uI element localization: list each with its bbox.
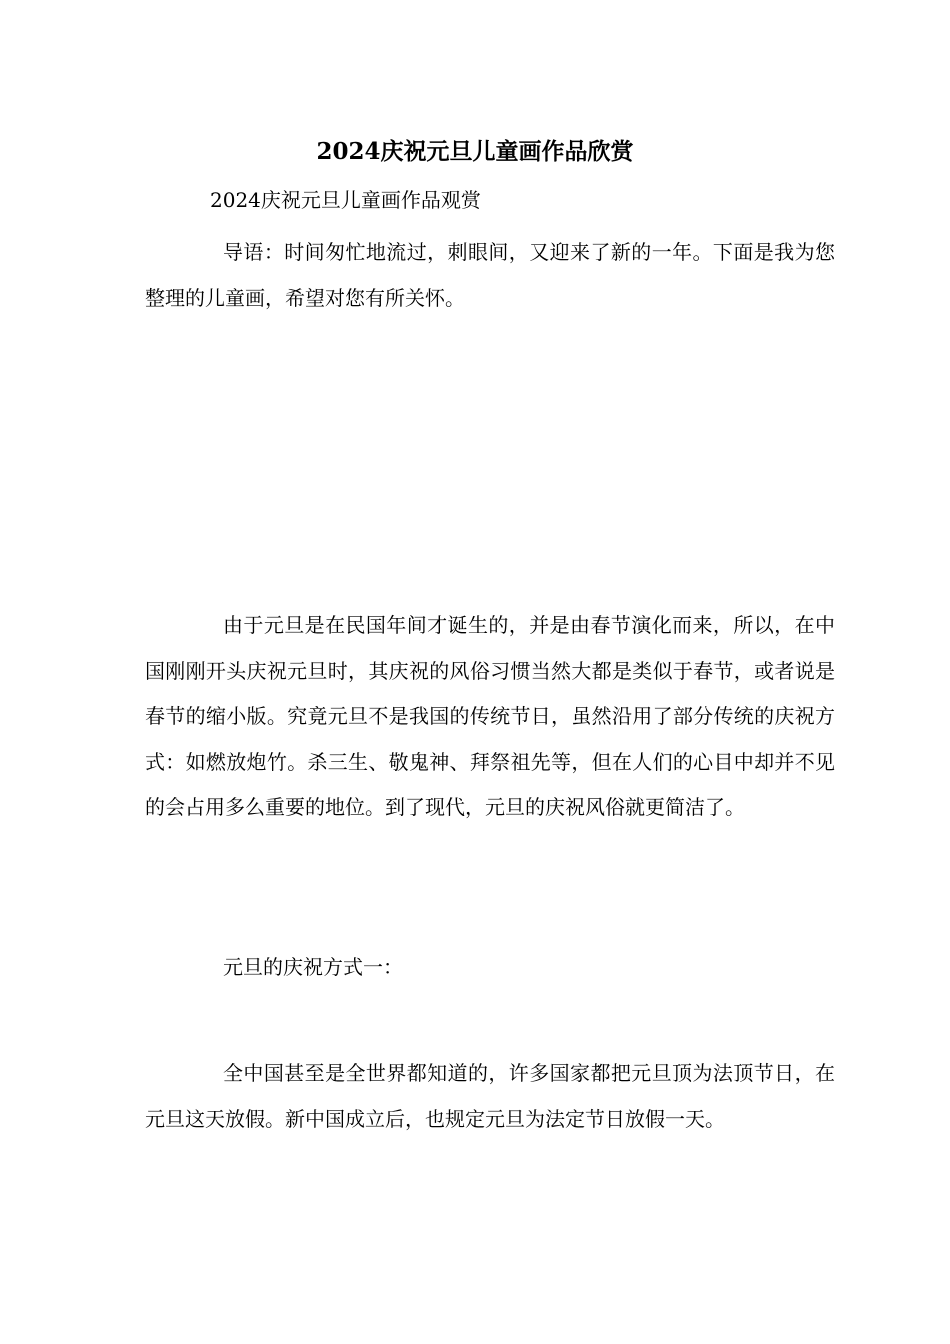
holiday-paragraph: 全中国甚至是全世界都知道的，许多国家都把元旦顶为法顶节日，在元旦这天放假。新中国成立后，也规定元旦为法定节日放假一天。 <box>145 1061 835 1131</box>
document-title: 2024庆祝元旦儿童画作品欣赏 <box>316 138 634 165</box>
section-heading: 元旦的庆祝方式一： <box>223 955 403 979</box>
history-paragraph: 由于元旦是在民国年间才诞生的，并是由春节演化而来，所以，在中国刚刚开头庆祝元旦时，其庆祝的风俗习惯当然大都是类似于春节，或者说是春节的缩小版。究竟元旦不是我国的传统节日，虽然沿用了部分传统的庆祝方式：如燃放炮竹。杀三生、敬鬼神、拜祭祖先等，但在人们的心目中却并不见的会占用多么重要的地位。到了现代，元旦的庆祝风俗就更简洁了。 <box>145 613 835 819</box>
document-subtitle: 2024庆祝元旦儿童画作品观赏 <box>210 188 481 212</box>
intro-paragraph: 导语：时间匆忙地流过，刺眼间，又迎来了新的一年。下面是我为您整理的儿童画，希望对您有所关怀。 <box>145 240 835 310</box>
